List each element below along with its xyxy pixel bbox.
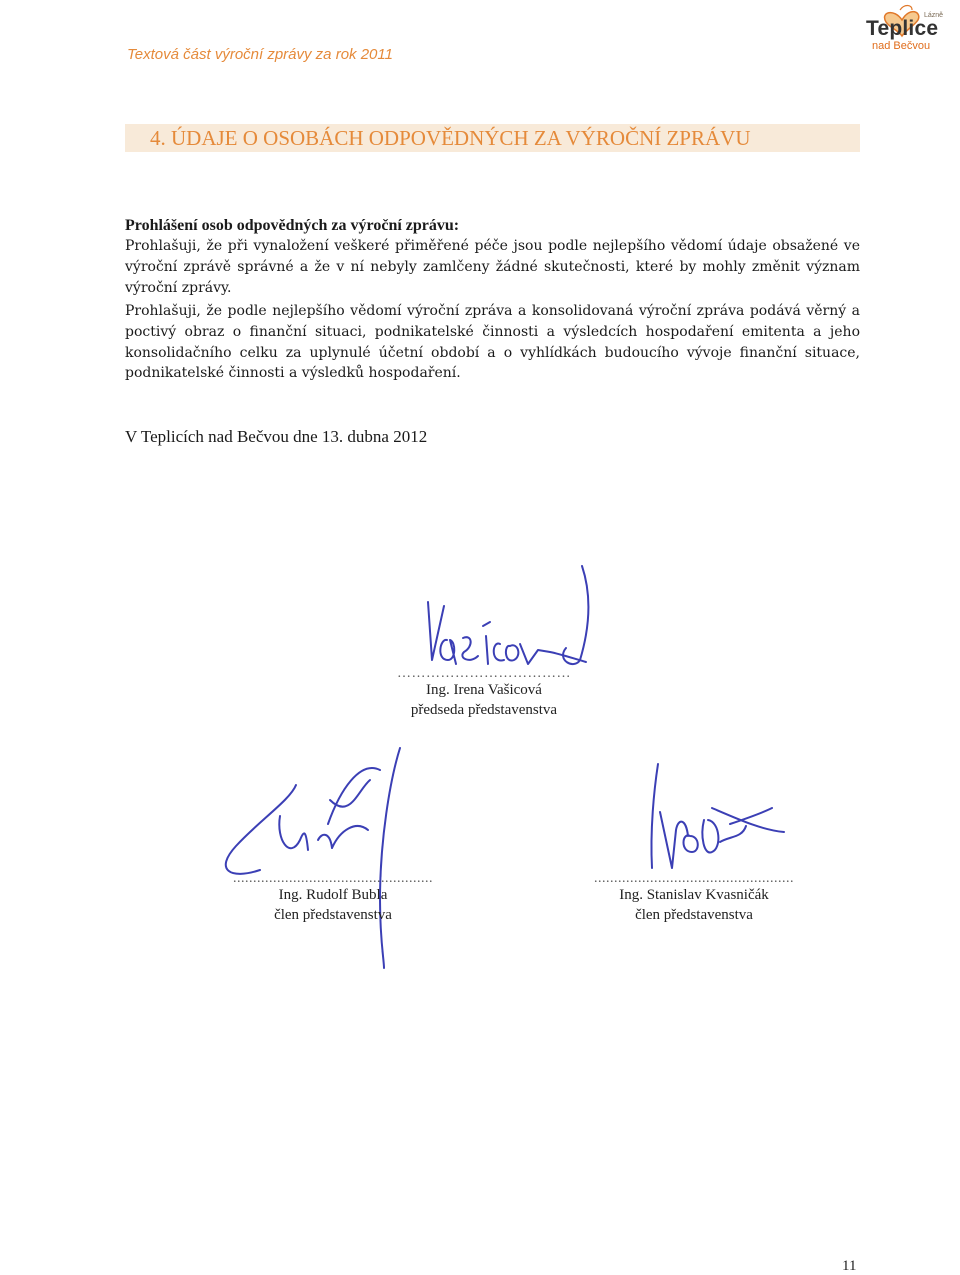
signature-block-kvasnicak <box>586 873 802 925</box>
signer-role: člen představenstva <box>635 907 753 923</box>
signature-bubla <box>226 748 400 968</box>
declaration-paragraph-2: Prohlašuji, že podle nejlepšího vědomí výroční zpráva a konsolidovaná výroční zpráva podává věrný a poctivý obraz o finanční situaci, podnikatelské činnosti a výsledcích hospodaření emitenta a jeho konsolidačního celku za uplynulé účetní období a o vyhlídkách budoucího vývoje finanční situace, podnikatelské činnosti a výsledků hospodaření. <box>125 303 860 382</box>
signature-line: ……………………………… <box>397 668 571 680</box>
signer-role: předseda představenstva <box>410 702 558 718</box>
signature-block-vasicova <box>368 668 600 720</box>
page-number: 11 <box>842 1258 857 1274</box>
declaration-title: Prohlášení osob odpovědných za výroční zprávu: <box>125 217 460 234</box>
declaration-paragraph-1: Prohlašuji, že při vynaložení veškeré přiměřené péče jsou podle nejlepšího vědomí údaje obsažené ve výroční zprávě správné a že v ní nebyly zamlčeny žádné skutečnosti, které by mohly změnit význam výroční zprávy. <box>125 238 860 296</box>
signer-name: Ing. Rudolf Bubla <box>278 887 388 903</box>
signature-vasicova <box>428 566 589 664</box>
signer-name: Ing. Irena Vašicová <box>426 682 542 698</box>
signature-kvasnicak <box>651 764 784 868</box>
logo-town-subtitle: nad Bečvou <box>872 40 931 52</box>
section-heading: 4. ÚDAJE O OSOBÁCH ODPOVĚDNÝCH ZA VÝROČNÍ ZPRÁVU <box>125 124 860 152</box>
signer-name: Ing. Stanislav Kvasničák <box>619 887 769 903</box>
running-header-title: Textová část výroční zprávy za rok 2011 <box>127 46 393 63</box>
signer-role: člen představenstva <box>274 907 392 923</box>
signature-block-bubla <box>220 873 446 925</box>
logo-town-name: Teplice <box>866 17 939 40</box>
logo-spa-label: Lázně <box>924 12 944 19</box>
signature-line: .................................................. <box>594 873 794 885</box>
dateline: V Teplicích nad Bečvou dne 13. dubna 2012 <box>125 427 428 446</box>
teplice-logo <box>864 0 944 56</box>
signature-line: .................................................. <box>233 873 433 885</box>
